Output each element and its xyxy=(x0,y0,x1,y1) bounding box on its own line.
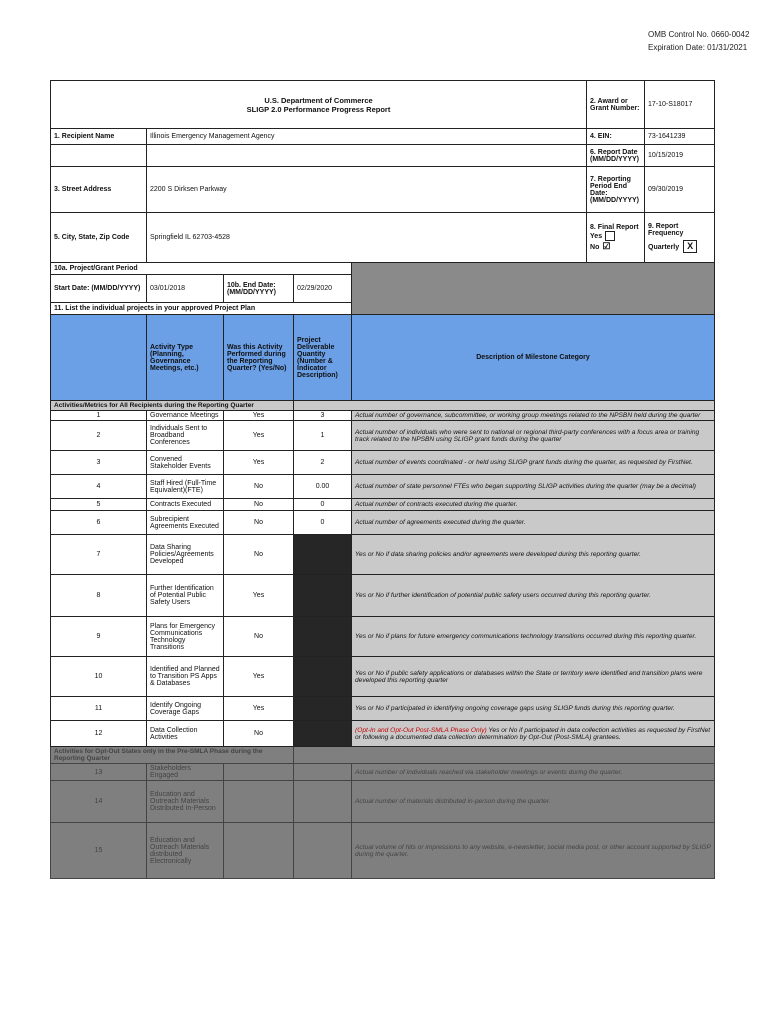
description-text: Actual number of events coordinated - or held using SLIGP grant funds during the quarter, as requested by FirstNet. xyxy=(355,459,693,466)
deliverable-qty-blocked xyxy=(294,697,352,721)
milestone-description xyxy=(352,511,715,535)
milestone-description xyxy=(352,617,715,657)
row-number: 11 xyxy=(51,697,147,721)
performed-value: No xyxy=(224,535,294,575)
deliverable-qty: 1 xyxy=(294,421,352,451)
report-date-label: 6. Report Date (MM/DD/YYYY) xyxy=(587,145,645,167)
final-no-checkbox[interactable]: ☑ xyxy=(602,240,611,251)
performed-value: No xyxy=(224,475,294,499)
form-title xyxy=(51,81,587,129)
description-text: Yes or No if data sharing policies and/or agreements were developed during this reporting quarter. xyxy=(355,551,642,558)
milestone-description xyxy=(352,475,715,499)
table-row xyxy=(51,511,715,535)
end-date-label: 10b. End Date: (MM/DD/YYYY) xyxy=(224,275,294,303)
activity-type: Identify Ongoing Coverage Gaps xyxy=(147,697,224,721)
table-row xyxy=(51,421,715,451)
row-number: 4 xyxy=(51,475,147,499)
table-row xyxy=(51,617,715,657)
deliverable-qty: 0.00 xyxy=(294,475,352,499)
ein-label: 4. EIN: xyxy=(587,129,645,145)
section-optout: Activities for Opt-Out States only in the Pre-SMLA Phase during the Reporting Quarter xyxy=(51,747,294,764)
performed-value: Yes xyxy=(224,411,294,421)
row-number: 6 xyxy=(51,511,147,535)
period-end-label: 7. Reporting Period End Date: (MM/DD/YYYY) xyxy=(587,167,645,213)
activity-type: Governance Meetings xyxy=(147,411,224,421)
table-row xyxy=(51,475,715,499)
table-row xyxy=(51,411,715,421)
table-row xyxy=(51,499,715,511)
description-text: Yes or No if public safety applications or databases within the State or territory were identified and transition plans were developed this reporting quarter xyxy=(355,669,703,684)
quarterly-checkbox[interactable]: X xyxy=(683,240,697,253)
period-table xyxy=(50,262,715,315)
activity-type: Subrecipient Agreements Executed xyxy=(147,511,224,535)
deliverable-qty-blocked xyxy=(294,535,352,575)
description-text: Yes or No if participated in data collection activities as requested by FirstNet or following a documented data collection determination by Opt-Out (Post-SMLA) grantees. xyxy=(355,726,711,741)
street-address-label: 3. Street Address xyxy=(51,167,147,213)
activity-type: Identified and Planned to Transition PS Apps & Databases xyxy=(147,657,224,697)
performed-value: Yes xyxy=(224,657,294,697)
deliverable-qty-blocked xyxy=(294,657,352,697)
recipient-name-label: 1. Recipient Name xyxy=(51,129,147,145)
description-text: Yes or No if participated in identifying ongoing coverage gaps using SLIGP funds during this reporting quarter. xyxy=(355,705,675,712)
row-number: 2 xyxy=(51,421,147,451)
milestone-description: Actual number of materials distributed in-person during the quarter. xyxy=(352,781,715,823)
performed-value: Yes xyxy=(224,451,294,475)
row-number: 12 xyxy=(51,721,147,747)
report-frequency-label: 9. Report Frequency xyxy=(648,222,684,237)
final-yes-label: Yes xyxy=(590,232,603,240)
start-date-label: Start Date: (MM/DD/YYYY) xyxy=(51,275,147,303)
col-description: Description of Milestone Category xyxy=(352,315,715,401)
performance-report-form xyxy=(50,80,714,879)
projects-table xyxy=(50,314,715,879)
col-deliverable: Project Deliverable Quantity (Number & Indicator Description) xyxy=(294,315,352,401)
deliverable-qty: 3 xyxy=(294,411,352,421)
report-frequency-cell xyxy=(645,213,715,263)
milestone-description xyxy=(352,535,715,575)
activity-type: Data Sharing Policies/Agreements Developed xyxy=(147,535,224,575)
award-number-value: 17-10-S18017 xyxy=(645,81,715,129)
table-row xyxy=(51,575,715,617)
section-all-recipients: Activities/Metrics for All Recipients during the Reporting Quarter xyxy=(51,401,294,411)
activity-type: Education and Outreach Materials Distributed In-Person xyxy=(147,781,224,823)
activity-type: Contracts Executed xyxy=(147,499,224,511)
header-table xyxy=(50,80,715,263)
milestone-description xyxy=(352,411,715,421)
deliverable-qty-blocked xyxy=(294,617,352,657)
table-row xyxy=(51,823,715,879)
row-number: 7 xyxy=(51,535,147,575)
table-row xyxy=(51,657,715,697)
activities-rows xyxy=(51,411,715,747)
row-number: 14 xyxy=(51,781,147,823)
row-number: 3 xyxy=(51,451,147,475)
milestone-description: Actual number of individuals reached via stakeholder meetings or events during the quarter. xyxy=(352,764,715,781)
performed-value: Yes xyxy=(224,575,294,617)
activity-type: Convened Stakeholder Events xyxy=(147,451,224,475)
row-number: 9 xyxy=(51,617,147,657)
row-number: 13 xyxy=(51,764,147,781)
description-text: Actual number of agreements executed during the quarter. xyxy=(355,519,526,526)
activity-type: Data Collection Activities xyxy=(147,721,224,747)
table-row xyxy=(51,697,715,721)
activity-type: Plans for Emergency Communications Technology Transitions xyxy=(147,617,224,657)
start-date-value: 03/01/2018 xyxy=(147,275,224,303)
omb-expiration-date: Expiration Date: 01/31/2021 xyxy=(648,43,748,52)
milestone-description xyxy=(352,657,715,697)
award-number-label: 2. Award or Grant Number: xyxy=(587,81,645,129)
optout-rows xyxy=(51,747,715,879)
table-row xyxy=(51,535,715,575)
ein-value: 73-1641239 xyxy=(645,129,715,145)
description-phase-note: (Opt-In and Opt-Out Post-SMLA Phase Only) xyxy=(355,726,487,734)
deliverable-qty: 2 xyxy=(294,451,352,475)
city-state-zip-label: 5. City, State, Zip Code xyxy=(51,213,147,263)
table-row xyxy=(51,451,715,475)
col-performed: Was this Activity Performed during the Reporting Quarter? (Yes/No) xyxy=(224,315,294,401)
activity-type: Stakeholders Engaged xyxy=(147,764,224,781)
col-activity-type: Activity Type (Planning, Governance Meetings, etc.) xyxy=(147,315,224,401)
activity-type: Education and Outreach Materials distributed Electronically xyxy=(147,823,224,879)
table-row xyxy=(51,764,715,781)
row-number: 8 xyxy=(51,575,147,617)
recipient-name-value: Illinois Emergency Management Agency xyxy=(147,129,587,145)
milestone-description xyxy=(352,499,715,511)
street-address-value: 2200 S Dirksen Parkway xyxy=(147,167,587,213)
milestone-description: Actual volume of hits or impressions to any website, e-newsletter, social media post, or other account supported by SLIGP during the quarter. xyxy=(352,823,715,879)
deliverable-qty: 0 xyxy=(294,511,352,535)
report-title: SLIGP 2.0 Performance Progress Report xyxy=(246,104,391,114)
report-frequency-value: Quarterly xyxy=(648,243,680,251)
table-row xyxy=(51,781,715,823)
performed-value: Yes xyxy=(224,697,294,721)
milestone-description xyxy=(352,451,715,475)
omb-control-number: OMB Control No. 0660-0042 xyxy=(648,30,750,39)
omb-info xyxy=(648,28,749,54)
final-report-label: 8. Final Report xyxy=(590,223,639,231)
activity-type: Staff Hired (Full-Time Equivalent)(FTE) xyxy=(147,475,224,499)
department-title: U.S. Department of Commerce xyxy=(264,95,373,105)
deliverable-qty-blocked xyxy=(294,721,352,747)
milestone-description xyxy=(352,721,715,747)
end-date-value: 02/29/2020 xyxy=(294,275,352,303)
milestone-description xyxy=(352,697,715,721)
table-row xyxy=(51,721,715,747)
description-text: Yes or No if further identification of potential public safety users occurred during this reporting quarter. xyxy=(355,592,651,599)
performed-value: No xyxy=(224,499,294,511)
description-text: Yes or No if plans for future emergency communications technology transitions occurred during this reporting quarter. xyxy=(355,633,697,640)
period-end-value: 09/30/2019 xyxy=(645,167,715,213)
report-date-value: 10/15/2019 xyxy=(645,145,715,167)
projects-list-title: 11. List the individual projects in your approved Project Plan xyxy=(51,303,352,315)
milestone-description xyxy=(352,575,715,617)
deliverable-qty: 0 xyxy=(294,499,352,511)
row-number: 1 xyxy=(51,411,147,421)
activity-type: Individuals Sent to Broadband Conferences xyxy=(147,421,224,451)
description-text: Actual number of individuals who were sent to national or regional third-party conferences with a focus area or training track related to the NPSBN using SLIGP grant funds during the quarter xyxy=(355,428,700,443)
description-text: Actual number of state personnel FTEs who began supporting SLIGP activities during the quarter (may be a decimal) xyxy=(355,483,696,490)
description-text: Actual number of contracts executed during the quarter. xyxy=(355,501,518,508)
row-number: 15 xyxy=(51,823,147,879)
final-yes-checkbox[interactable] xyxy=(605,231,615,241)
milestone-description xyxy=(352,421,715,451)
city-state-zip-value: Springfield IL 62703-4528 xyxy=(147,213,587,263)
final-no-label: No xyxy=(590,243,600,251)
performed-value: No xyxy=(224,511,294,535)
deliverable-qty-blocked xyxy=(294,575,352,617)
activity-type: Further Identification of Potential Public Safety Users xyxy=(147,575,224,617)
performed-value: No xyxy=(224,617,294,657)
row-number: 10 xyxy=(51,657,147,697)
project-period-title: 10a. Project/Grant Period xyxy=(51,263,352,275)
description-text: Actual number of governance, subcommittee, or working group meetings related to the NPSBN held during the quarter xyxy=(355,412,701,419)
performed-value: No xyxy=(224,721,294,747)
final-report-cell xyxy=(587,213,645,263)
row-number: 5 xyxy=(51,499,147,511)
performed-value: Yes xyxy=(224,421,294,451)
